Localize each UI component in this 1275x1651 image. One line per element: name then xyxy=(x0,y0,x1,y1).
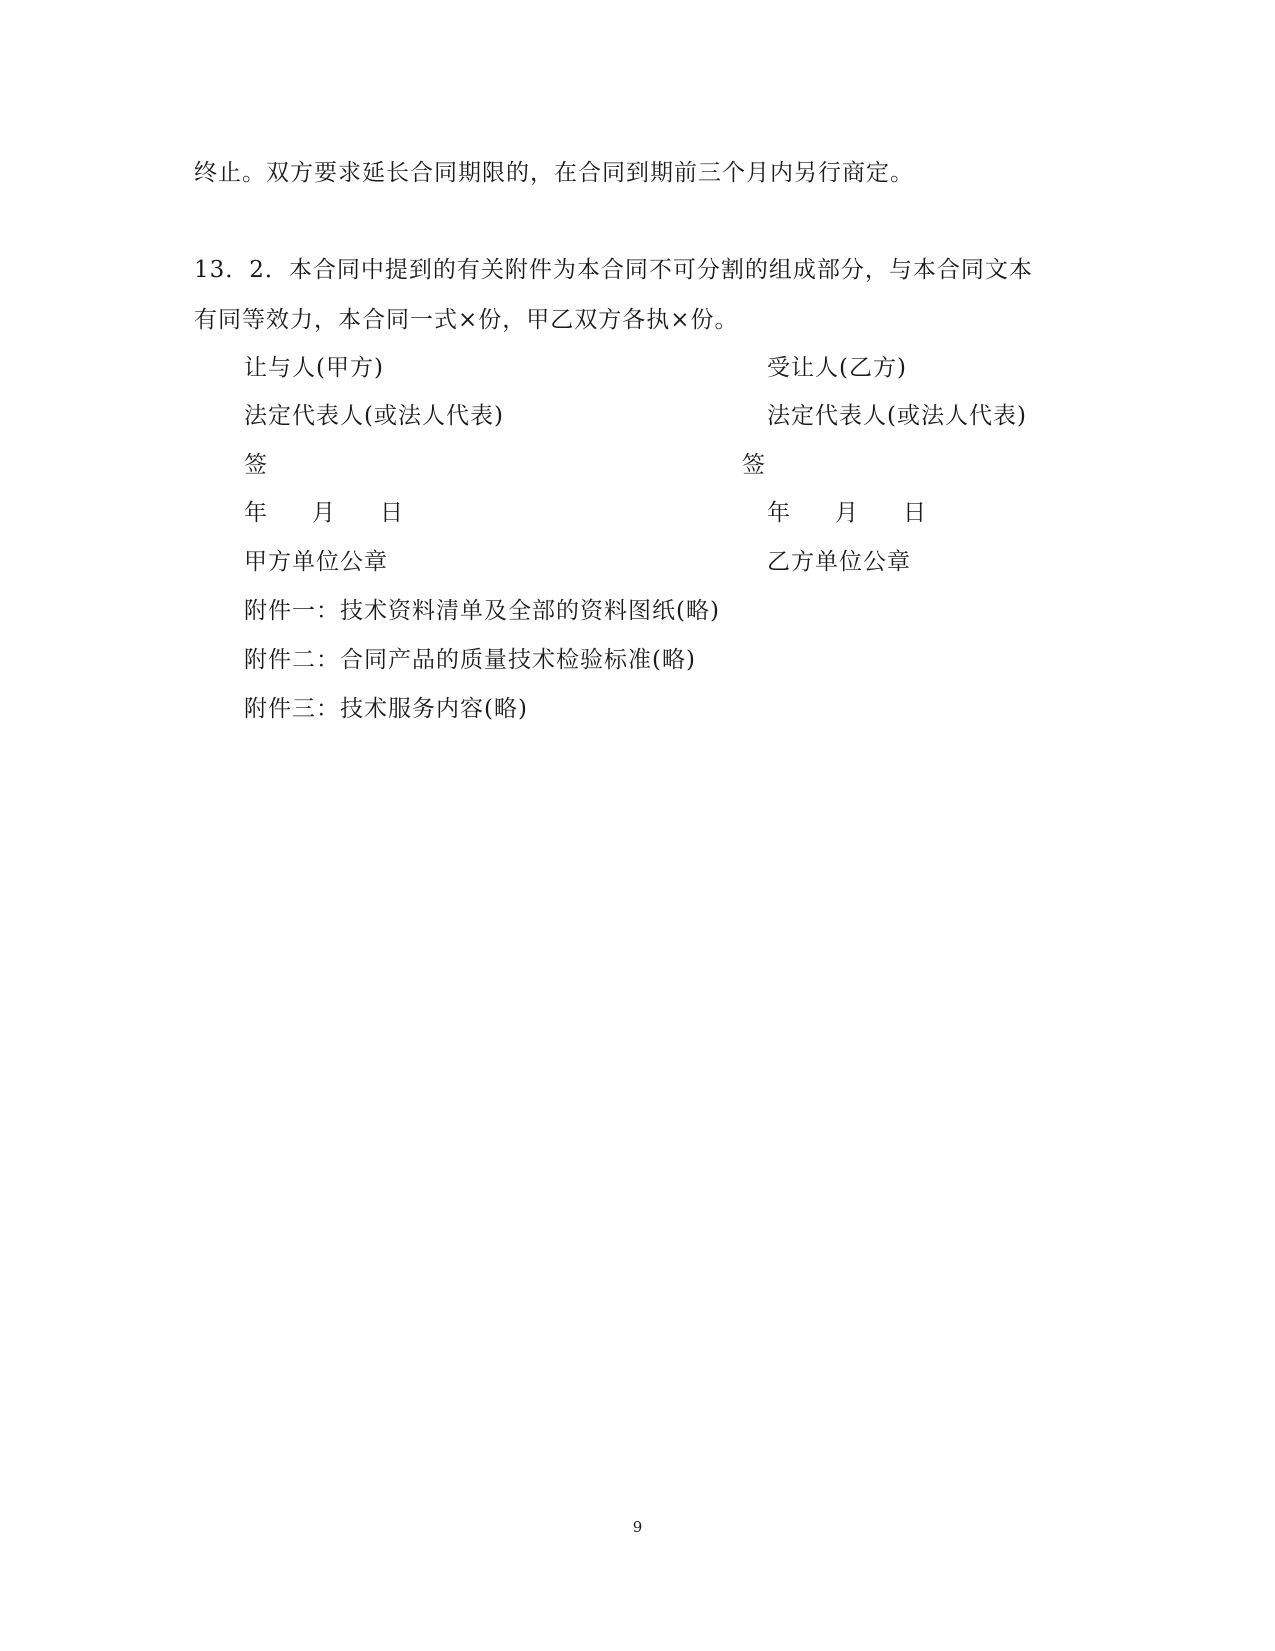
party-a-seal: 甲方单位公章 xyxy=(244,549,388,575)
clause-13-2-line-2: 有同等效力，本合同一式×份，甲乙双方各执×份。 xyxy=(194,307,739,333)
party-b-day: 日 xyxy=(903,500,927,526)
party-a-sign: 签 xyxy=(244,452,268,478)
party-b-month: 月 xyxy=(835,500,859,526)
party-b-title: 受让人(乙方) xyxy=(767,355,907,381)
party-b-seal: 乙方单位公章 xyxy=(767,549,911,575)
paragraph-continuation: 终止。双方要求延长合同期限的，在合同到期前三个月内另行商定。 xyxy=(194,160,914,186)
party-a-representative: 法定代表人(或法人代表) xyxy=(244,403,504,429)
attachment-3: 附件三：技术服务内容(略) xyxy=(244,696,528,722)
party-a-date xyxy=(244,498,404,528)
party-b-year: 年 xyxy=(767,500,791,526)
attachment-2: 附件二：合同产品的质量技术检验标准(略) xyxy=(244,647,696,673)
party-a-year: 年 xyxy=(244,500,268,526)
party-a-title: 让与人(甲方) xyxy=(244,355,384,381)
party-b-representative: 法定代表人(或法人代表) xyxy=(767,403,1027,429)
attachment-1: 附件一：技术资料清单及全部的资料图纸(略) xyxy=(244,598,720,624)
page-number: 9 xyxy=(632,1518,643,1536)
clause-13-2-line-1: 13．2．本合同中提到的有关附件为本合同不可分割的组成部分，与本合同文本 xyxy=(194,257,1033,283)
party-a-month: 月 xyxy=(312,500,336,526)
party-b-date xyxy=(767,498,927,528)
party-b-sign: 签 xyxy=(742,452,766,478)
party-a-day: 日 xyxy=(380,500,404,526)
